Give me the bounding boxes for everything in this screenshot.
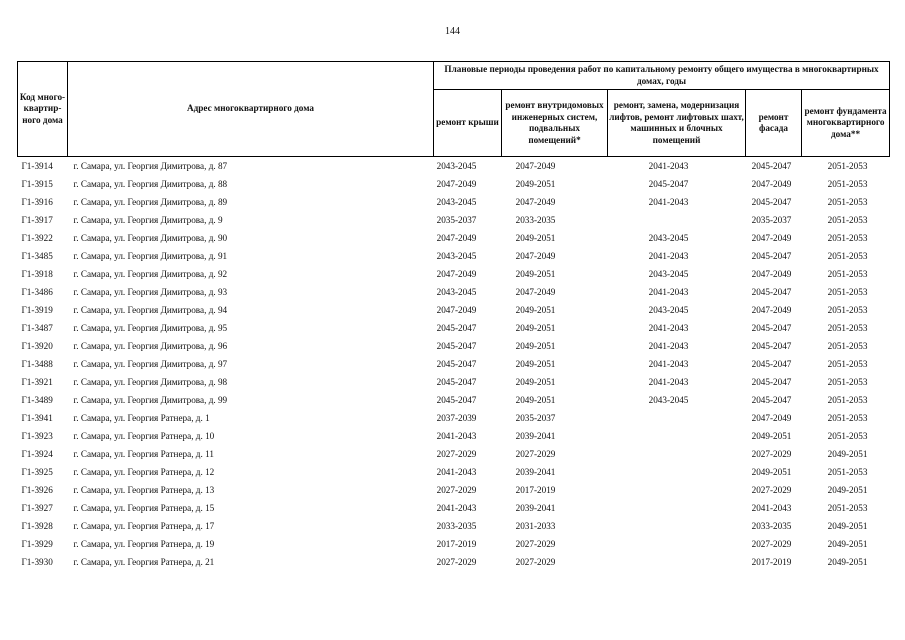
cell-lifts: 2045-2047 xyxy=(648,179,689,189)
page-number: 144 xyxy=(445,26,460,37)
cell-lifts xyxy=(608,427,746,445)
cell-systems: 2049-2051 xyxy=(515,377,556,387)
cell-systems: 2049-2051 xyxy=(515,305,556,315)
table-row xyxy=(18,535,890,553)
cell-facade: 2027-2029 xyxy=(751,485,792,495)
cell-address: г. Самара, ул. Георгия Димитрова, д. 99 xyxy=(73,395,228,405)
cell-address: г. Самара, ул. Георгия Димитрова, д. 9 xyxy=(73,215,223,225)
cell-lifts: 2043-2045 xyxy=(648,269,689,279)
cell-foundation: 2051-2053 xyxy=(827,161,868,171)
header-periods-group: Плановые периоды проведения работ по капитальному ремонту общего имущества в многоквартирных домах, годы xyxy=(434,62,890,90)
cell-facade: 2047-2049 xyxy=(751,269,792,279)
cell-roof: 2017-2019 xyxy=(436,539,477,549)
cell-address: г. Самара, ул. Георгия Димитрова, д. 96 xyxy=(73,341,228,351)
cell-facade: 2049-2051 xyxy=(751,431,792,441)
cell-code: Г1-3916 xyxy=(21,197,53,207)
cell-address: г. Самара, ул. Георгия Ратнера, д. 13 xyxy=(73,485,215,495)
table-row xyxy=(18,193,890,211)
cell-systems: 2049-2051 xyxy=(515,233,556,243)
cell-facade: 2033-2035 xyxy=(751,521,792,531)
cell-facade: 2047-2049 xyxy=(751,179,792,189)
cell-facade: 2045-2047 xyxy=(751,341,792,351)
cell-systems: 2017-2019 xyxy=(515,485,556,495)
table-row xyxy=(18,319,890,337)
repair-schedule-table xyxy=(17,61,890,571)
cell-code: Г1-3489 xyxy=(21,395,53,405)
table-body xyxy=(18,157,890,572)
cell-lifts: 2043-2045 xyxy=(648,233,689,243)
cell-foundation: 2051-2053 xyxy=(827,197,868,207)
cell-systems: 2039-2041 xyxy=(515,503,556,513)
cell-code: Г1-3929 xyxy=(21,539,53,549)
cell-roof: 2047-2049 xyxy=(436,269,477,279)
cell-systems: 2027-2029 xyxy=(515,449,556,459)
cell-roof: 2037-2039 xyxy=(436,413,477,423)
cell-systems: 2039-2041 xyxy=(515,467,556,477)
cell-code: Г1-3914 xyxy=(21,161,53,171)
cell-roof: 2035-2037 xyxy=(436,215,477,225)
header-lifts: ремонт, замена, модернизация лифтов, ремонт лифтовых шахт, машинных и блочных помещений xyxy=(608,90,746,157)
cell-lifts: 2041-2043 xyxy=(648,377,689,387)
cell-roof: 2041-2043 xyxy=(436,431,477,441)
header-code: Код много-квартир-ного дома xyxy=(18,62,68,157)
cell-foundation: 2051-2053 xyxy=(827,323,868,333)
cell-foundation: 2051-2053 xyxy=(827,377,868,387)
cell-lifts: 2041-2043 xyxy=(648,161,689,171)
cell-systems: 2027-2029 xyxy=(515,557,556,567)
cell-code: Г1-3926 xyxy=(21,485,53,495)
cell-facade: 2027-2029 xyxy=(751,539,792,549)
header-facade: ремонт фасада xyxy=(746,90,802,157)
cell-code: Г1-3922 xyxy=(21,233,53,243)
cell-address: г. Самара, ул. Георгия Димитрова, д. 92 xyxy=(73,269,228,279)
table-row xyxy=(18,409,890,427)
cell-systems: 2047-2049 xyxy=(515,287,556,297)
table-row xyxy=(18,355,890,373)
cell-systems: 2049-2051 xyxy=(515,395,556,405)
cell-foundation: 2049-2051 xyxy=(827,485,868,495)
cell-systems: 2047-2049 xyxy=(515,251,556,261)
cell-roof: 2043-2045 xyxy=(436,197,477,207)
cell-facade: 2047-2049 xyxy=(751,233,792,243)
cell-roof: 2027-2029 xyxy=(436,557,477,567)
cell-facade: 2047-2049 xyxy=(751,305,792,315)
cell-foundation: 2049-2051 xyxy=(827,521,868,531)
cell-systems: 2047-2049 xyxy=(515,197,556,207)
cell-foundation: 2051-2053 xyxy=(827,467,868,477)
cell-address: г. Самара, ул. Георгия Ратнера, д. 21 xyxy=(73,557,215,567)
cell-lifts xyxy=(608,517,746,535)
cell-code: Г1-3488 xyxy=(21,359,53,369)
cell-lifts: 2041-2043 xyxy=(648,341,689,351)
cell-roof: 2045-2047 xyxy=(436,323,477,333)
cell-roof: 2043-2045 xyxy=(436,287,477,297)
cell-foundation: 2051-2053 xyxy=(827,341,868,351)
cell-facade: 2049-2051 xyxy=(751,467,792,477)
cell-address: г. Самара, ул. Георгия Ратнера, д. 17 xyxy=(73,521,215,531)
cell-address: г. Самара, ул. Георгия Димитрова, д. 93 xyxy=(73,287,228,297)
cell-foundation: 2051-2053 xyxy=(827,305,868,315)
cell-roof: 2045-2047 xyxy=(436,341,477,351)
cell-address: г. Самара, ул. Георгия Ратнера, д. 19 xyxy=(73,539,215,549)
cell-address: г. Самара, ул. Георгия Димитрова, д. 87 xyxy=(73,161,228,171)
cell-address: г. Самара, ул. Георгия Ратнера, д. 12 xyxy=(73,467,215,477)
cell-roof: 2045-2047 xyxy=(436,359,477,369)
cell-roof: 2027-2029 xyxy=(436,485,477,495)
table-row xyxy=(18,463,890,481)
cell-foundation: 2051-2053 xyxy=(827,287,868,297)
cell-address: г. Самара, ул. Георгия Димитрова, д. 98 xyxy=(73,377,228,387)
table-row xyxy=(18,337,890,355)
cell-address: г. Самара, ул. Георгия Димитрова, д. 94 xyxy=(73,305,228,315)
cell-roof: 2043-2045 xyxy=(436,161,477,171)
cell-foundation: 2051-2053 xyxy=(827,251,868,261)
table-row xyxy=(18,175,890,193)
cell-code: Г1-3915 xyxy=(21,179,53,189)
table-row xyxy=(18,247,890,265)
cell-foundation: 2051-2053 xyxy=(827,215,868,225)
cell-foundation: 2051-2053 xyxy=(827,269,868,279)
cell-address: г. Самара, ул. Георгия Димитрова, д. 89 xyxy=(73,197,228,207)
cell-facade: 2047-2049 xyxy=(751,413,792,423)
cell-lifts: 2041-2043 xyxy=(648,197,689,207)
table-row xyxy=(18,445,890,463)
cell-foundation: 2051-2053 xyxy=(827,359,868,369)
table-header xyxy=(18,62,890,157)
cell-address: г. Самара, ул. Георгия Димитрова, д. 91 xyxy=(73,251,228,261)
cell-systems: 2049-2051 xyxy=(515,179,556,189)
table-row xyxy=(18,373,890,391)
cell-facade: 2035-2037 xyxy=(751,215,792,225)
cell-address: г. Самара, ул. Георгия Димитрова, д. 97 xyxy=(73,359,228,369)
table-row xyxy=(18,427,890,445)
cell-systems: 2049-2051 xyxy=(515,359,556,369)
cell-systems: 2033-2035 xyxy=(515,215,556,225)
cell-roof: 2043-2045 xyxy=(436,251,477,261)
cell-roof: 2045-2047 xyxy=(436,395,477,405)
cell-address: г. Самара, ул. Георгия Димитрова, д. 88 xyxy=(73,179,228,189)
cell-foundation: 2049-2051 xyxy=(827,449,868,459)
cell-lifts xyxy=(608,211,746,229)
cell-code: Г1-3928 xyxy=(21,521,53,531)
cell-code: Г1-3924 xyxy=(21,449,53,459)
cell-code: Г1-3919 xyxy=(21,305,53,315)
cell-code: Г1-3485 xyxy=(21,251,53,261)
cell-code: Г1-3923 xyxy=(21,431,53,441)
table-row xyxy=(18,301,890,319)
cell-address: г. Самара, ул. Георгия Ратнера, д. 15 xyxy=(73,503,215,513)
cell-foundation: 2051-2053 xyxy=(827,503,868,513)
table-row xyxy=(18,157,890,176)
cell-systems: 2031-2033 xyxy=(515,521,556,531)
cell-code: Г1-3941 xyxy=(21,413,53,423)
cell-roof: 2045-2047 xyxy=(436,377,477,387)
cell-code: Г1-3925 xyxy=(21,467,53,477)
cell-lifts xyxy=(608,535,746,553)
cell-code: Г1-3920 xyxy=(21,341,53,351)
cell-facade: 2045-2047 xyxy=(751,197,792,207)
cell-foundation: 2051-2053 xyxy=(827,179,868,189)
cell-code: Г1-3927 xyxy=(21,503,53,513)
cell-foundation: 2051-2053 xyxy=(827,233,868,243)
cell-foundation: 2051-2053 xyxy=(827,413,868,423)
cell-address: г. Самара, ул. Георгия Димитрова, д. 90 xyxy=(73,233,228,243)
cell-lifts: 2041-2043 xyxy=(648,251,689,261)
cell-code: Г1-3918 xyxy=(21,269,53,279)
cell-systems: 2049-2051 xyxy=(515,341,556,351)
cell-code: Г1-3917 xyxy=(21,215,53,225)
cell-systems: 2035-2037 xyxy=(515,413,556,423)
table-row xyxy=(18,481,890,499)
cell-roof: 2027-2029 xyxy=(436,449,477,459)
cell-address: г. Самара, ул. Георгия Димитрова, д. 95 xyxy=(73,323,228,333)
cell-roof: 2041-2043 xyxy=(436,467,477,477)
cell-roof: 2047-2049 xyxy=(436,233,477,243)
cell-lifts xyxy=(608,409,746,427)
cell-facade: 2041-2043 xyxy=(751,503,792,513)
table-row xyxy=(18,265,890,283)
header-foundation: ремонт фундамента многоквартирного дома** xyxy=(802,90,890,157)
cell-systems: 2027-2029 xyxy=(515,539,556,549)
cell-code: Г1-3930 xyxy=(21,557,53,567)
table-row xyxy=(18,283,890,301)
cell-facade: 2045-2047 xyxy=(751,377,792,387)
cell-facade: 2045-2047 xyxy=(751,161,792,171)
cell-lifts: 2041-2043 xyxy=(648,287,689,297)
cell-roof: 2047-2049 xyxy=(436,179,477,189)
cell-lifts: 2043-2045 xyxy=(648,395,689,405)
table-row xyxy=(18,211,890,229)
cell-roof: 2047-2049 xyxy=(436,305,477,315)
cell-foundation: 2051-2053 xyxy=(827,431,868,441)
table-row xyxy=(18,517,890,535)
cell-foundation: 2049-2051 xyxy=(827,539,868,549)
cell-address: г. Самара, ул. Георгия Ратнера, д. 10 xyxy=(73,431,215,441)
cell-roof: 2033-2035 xyxy=(436,521,477,531)
cell-facade: 2045-2047 xyxy=(751,287,792,297)
cell-lifts: 2043-2045 xyxy=(648,305,689,315)
cell-code: Г1-3921 xyxy=(21,377,53,387)
cell-facade: 2045-2047 xyxy=(751,251,792,261)
cell-facade: 2027-2029 xyxy=(751,449,792,459)
cell-code: Г1-3487 xyxy=(21,323,53,333)
table-row xyxy=(18,391,890,409)
table-row xyxy=(18,229,890,247)
table-row xyxy=(18,553,890,571)
cell-lifts xyxy=(608,499,746,517)
cell-systems: 2049-2051 xyxy=(515,323,556,333)
cell-lifts xyxy=(608,481,746,499)
cell-roof: 2041-2043 xyxy=(436,503,477,513)
table-row xyxy=(18,499,890,517)
header-address: Адрес многоквартирного дома xyxy=(68,62,434,157)
cell-address: г. Самара, ул. Георгия Ратнера, д. 11 xyxy=(73,449,214,459)
cell-foundation: 2049-2051 xyxy=(827,557,868,567)
cell-facade: 2045-2047 xyxy=(751,395,792,405)
cell-lifts: 2041-2043 xyxy=(648,359,689,369)
cell-systems: 2047-2049 xyxy=(515,161,556,171)
cell-facade: 2045-2047 xyxy=(751,323,792,333)
cell-lifts xyxy=(608,445,746,463)
header-systems: ремонт внутридомовых инженерных систем, подвальных помещений* xyxy=(502,90,608,157)
cell-lifts xyxy=(608,463,746,481)
header-roof: ремонт крыши xyxy=(434,90,502,157)
cell-lifts: 2041-2043 xyxy=(648,323,689,333)
cell-facade: 2017-2019 xyxy=(751,557,792,567)
cell-address: г. Самара, ул. Георгия Ратнера, д. 1 xyxy=(73,413,210,423)
cell-facade: 2045-2047 xyxy=(751,359,792,369)
cell-lifts xyxy=(608,553,746,571)
cell-code: Г1-3486 xyxy=(21,287,53,297)
cell-systems: 2049-2051 xyxy=(515,269,556,279)
cell-foundation: 2051-2053 xyxy=(827,395,868,405)
cell-systems: 2039-2041 xyxy=(515,431,556,441)
